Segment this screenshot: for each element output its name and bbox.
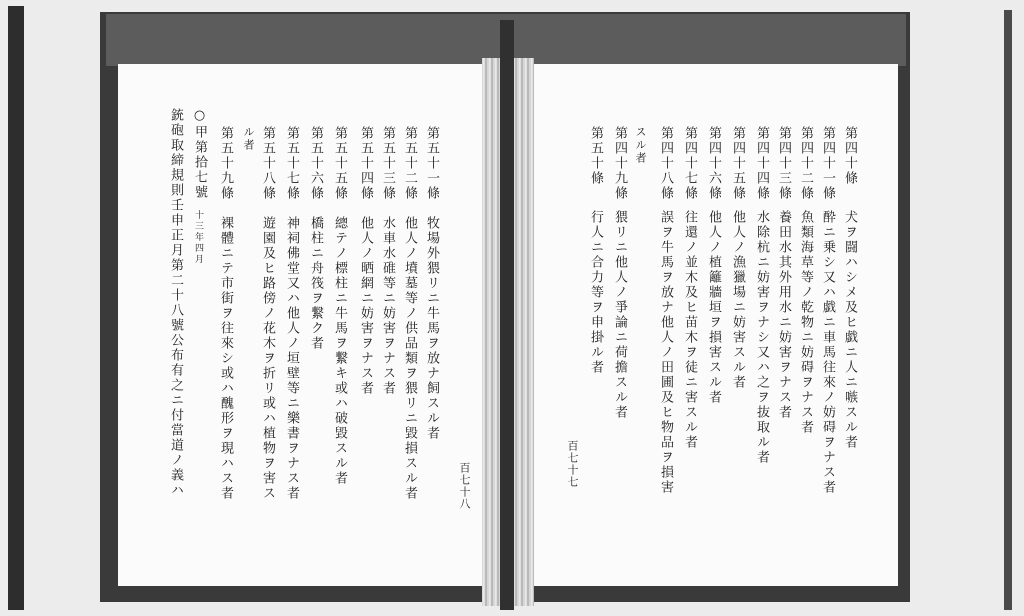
article-label: 第五十三條	[380, 126, 395, 201]
article-text: 他人ノ晒網ニ妨害ヲナス者	[358, 216, 373, 396]
article-text: 魚類海草等ノ乾物ニ妨碍ヲナス者	[798, 210, 813, 435]
article-text: 誤ヲ牛馬ヲ放ナ他人ノ田圃及ヒ物品ヲ損害	[658, 210, 673, 495]
notice-header: ○甲第拾七號	[192, 108, 207, 200]
article-text: 酔ニ乗シ又ハ戯ニ車馬往來ノ妨碍ヲナス者	[820, 210, 835, 495]
article-text: 牧場外猥リニ牛馬ヲ放ナ飼スル者	[424, 216, 439, 441]
article-text: 他人ノ植籬牆垣ヲ損害スル者	[706, 210, 721, 405]
article-label: 第四十二條	[798, 126, 813, 201]
article-continuation: スル者	[634, 126, 647, 165]
article-label: 第五十二條	[402, 126, 417, 201]
article-label: 第五十五條	[332, 126, 347, 201]
scan-right-edge	[1004, 10, 1012, 610]
article-text: 往還ノ並木及ヒ苗木ヲ徒ニ害スル者	[682, 210, 697, 450]
article-text: 他人ノ漁獵場ニ妨害スル者	[730, 210, 745, 390]
article-text: 養田水其外用水ニ妨害ヲナス者	[776, 210, 791, 420]
article-label: 第四十四條	[754, 126, 769, 201]
article-label: 第四十六條	[706, 126, 721, 201]
notice-body: 銃砲取締規則壬申正月第二十八號公布有之ニ付當道ノ義ハ	[168, 108, 183, 498]
article-label: 第五十七條	[284, 126, 299, 201]
article-text: 水車水碓等ニ妨害ヲナス者	[380, 216, 395, 396]
article-continuation: ル者	[242, 126, 255, 152]
article-label: 第五十六條	[308, 126, 323, 201]
right-page	[534, 64, 898, 586]
article-text: 行人ニ合力等ヲ申掛ル者	[588, 210, 603, 375]
article-text: 犬ヲ闘ハシメ及ヒ戯ニ人ニ嗾スル者	[842, 210, 857, 450]
article-text: 橋柱ニ舟筏ヲ繋ク者	[308, 216, 323, 351]
article-text: 遊園及ヒ路傍ノ花木ヲ折リ或ハ植物ヲ害ス	[260, 216, 275, 501]
article-text: 猥リニ他人ノ爭論ニ荷擔スル者	[612, 210, 627, 420]
article-label: 第四十九條	[612, 126, 627, 201]
article-label: 第四十七條	[682, 126, 697, 201]
article-label: 第四十一條	[820, 126, 835, 201]
article-label: 第五十八條	[260, 126, 275, 201]
article-label: 第四十條	[842, 126, 857, 186]
article-label: 第四十五條	[730, 126, 745, 201]
article-label: 第四十八條	[658, 126, 673, 201]
book-spine	[500, 20, 514, 610]
article-label: 第五十一條	[424, 126, 439, 201]
article-text: 他人ノ墳墓等ノ供品類ヲ猥リニ毀損スル者	[402, 216, 417, 501]
article-label: 第五十四條	[358, 126, 373, 201]
page-number: 百七十八	[458, 462, 471, 510]
article-label: 第五十九條	[218, 126, 233, 201]
left-page	[118, 64, 482, 586]
page-number: 百七十七	[566, 440, 579, 488]
article-text: 水除杭ニ妨害ヲナシ又ハ之ヲ抜取ル者	[754, 210, 769, 465]
article-label: 第四十三條	[776, 126, 791, 201]
notice-date: 十三年四月	[193, 210, 203, 265]
article-text: 神祠佛堂又ハ他人ノ垣壁等ニ樂書ヲナス者	[284, 216, 299, 501]
article-text: 裸體ニテ市街ヲ往來シ或ハ醜形ヲ現ハス者	[218, 216, 233, 501]
article-text: 總テノ標柱ニ牛馬ヲ繋キ或ハ破毀スル者	[332, 216, 347, 486]
article-label: 第五十條	[588, 126, 603, 186]
scan-left-edge	[8, 6, 24, 610]
